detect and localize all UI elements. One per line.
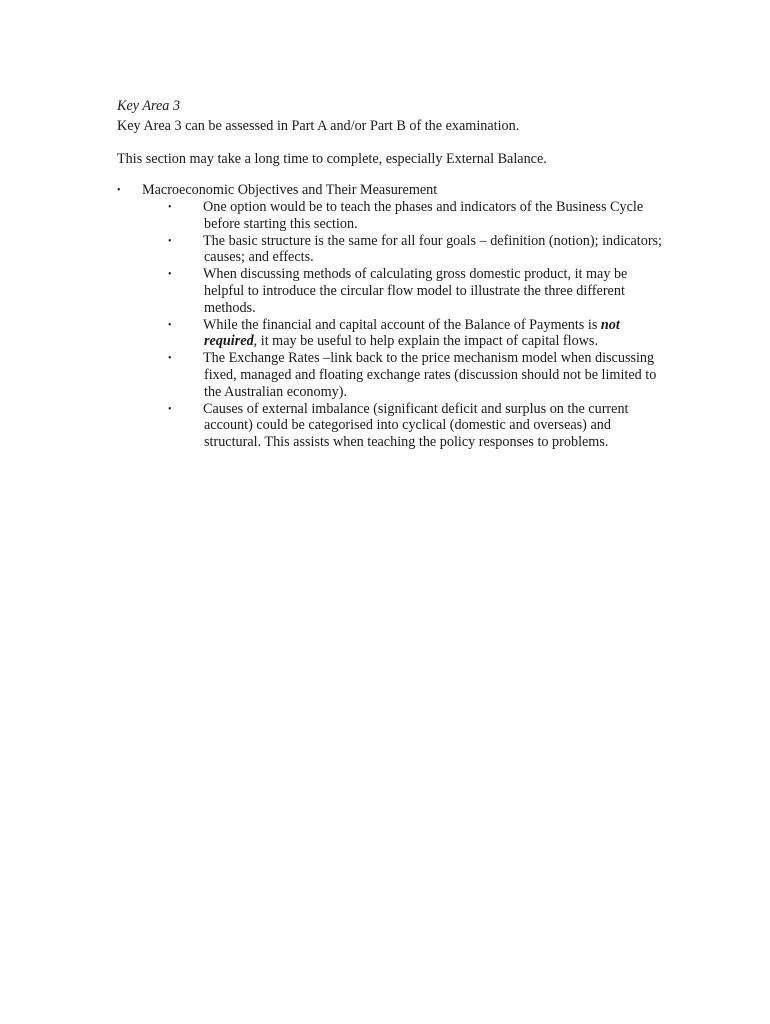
sub-list-item-text-after: , it may be useful to help explain the impact of capital flows. — [253, 333, 599, 350]
sub-list-item — [142, 401, 668, 451]
bullet-icon: • — [168, 403, 172, 415]
list-item-objectives — [117, 182, 663, 451]
sub-list-item-text: When discussing methods of calculating gross domestic product, it may be helpful to introduce the circular flow model to illustrate the three different methods. — [203, 266, 628, 316]
bullet-icon: • — [168, 202, 172, 213]
sub-list-item-text: Causes of external imbalance (significant deficit and surplus on the current account) could be categorised into cyclical (domestic and overseas) and structural. This assists when teaching the policy responses to problems. — [203, 400, 629, 451]
sub-list-item — [142, 317, 668, 351]
sub-list-item — [142, 350, 668, 400]
sub-list — [142, 199, 663, 451]
bullet-icon: • — [168, 269, 172, 281]
list-item-title: Macroeconomic Objectives and Their Measurement — [142, 182, 438, 198]
emphasis-text: not required — [204, 316, 620, 350]
document-page — [117, 96, 663, 451]
bullet-icon: • — [117, 185, 121, 196]
sub-list-item-text: The Exchange Rates –link back to the price mechanism model when discussing fixed, managed and floating exchange rates (discussion should not be limited to the Australian economy). — [203, 350, 657, 400]
sub-list-item-text: One option would be to teach the phases and indicators of the Business Cycle before starting this section. — [203, 199, 644, 232]
sub-list-item — [142, 199, 668, 233]
bullet-icon: • — [168, 235, 172, 247]
section-heading: Key Area 3 — [117, 98, 181, 114]
note-paragraph: This section may take a long time to complete, especially External Balance. — [117, 151, 547, 167]
bullet-icon: • — [168, 319, 172, 331]
sub-list-item-text-before: While the financial and capital account of the Balance of Payments is — [203, 316, 601, 333]
sub-list-item — [142, 266, 668, 316]
bullet-icon: • — [168, 353, 172, 365]
objectives-list — [117, 182, 663, 451]
sub-list-item-text: The basic structure is the same for all four goals – definition (notion); indicators; causes; and effects. — [203, 232, 663, 266]
intro-paragraph: Key Area 3 can be assessed in Part A and/or Part B of the examination. — [117, 118, 520, 134]
sub-list-item — [142, 233, 668, 267]
